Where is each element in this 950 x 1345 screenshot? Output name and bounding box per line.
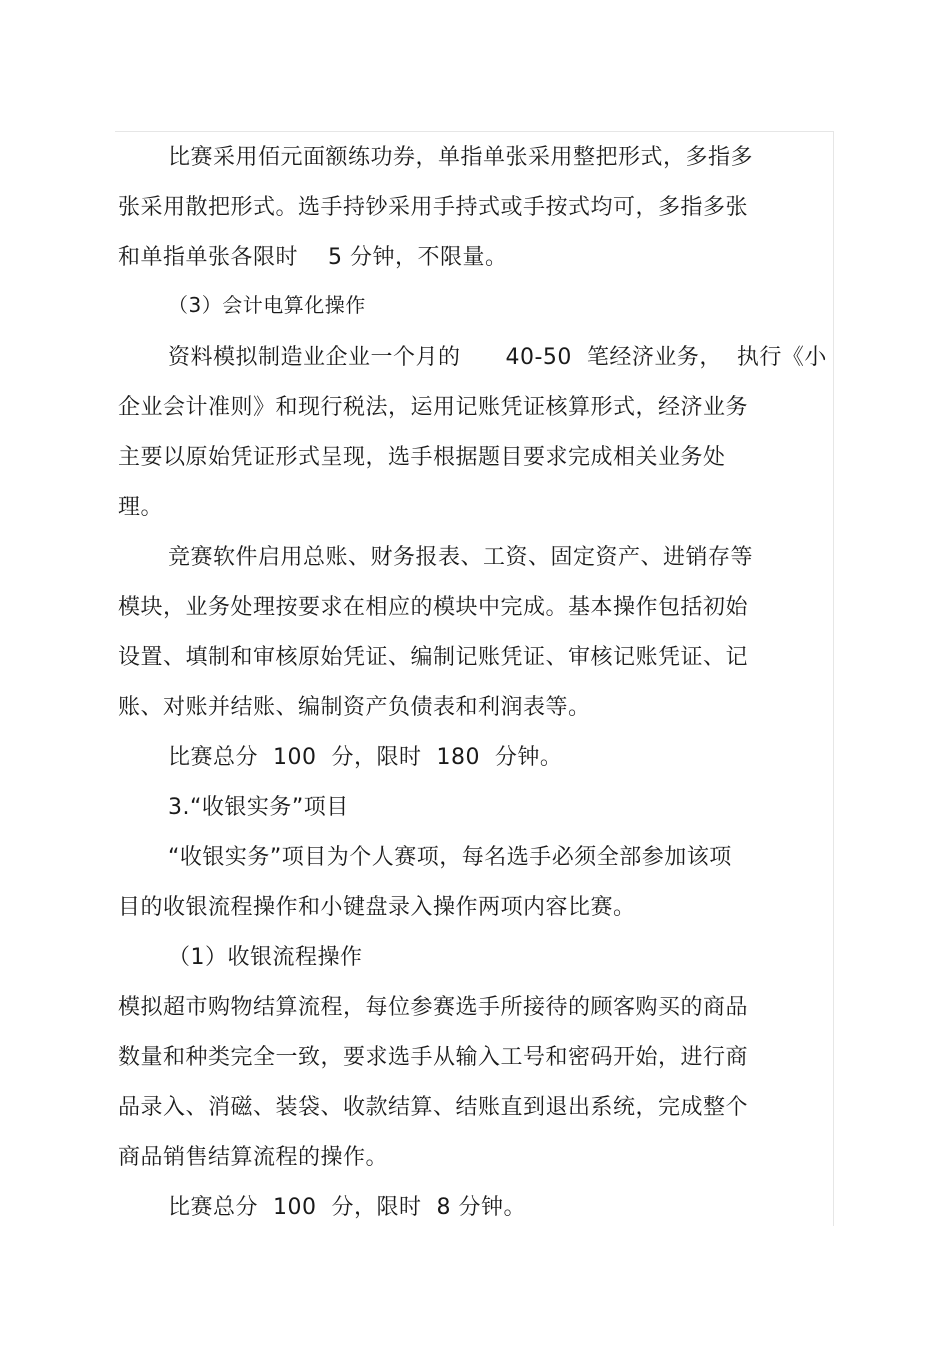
text-line: 比赛采用佰元面额练功券，单指单张采用整把形式，多指多 [168, 145, 754, 170]
text-line: 模拟超市购物结算流程，每位参赛选手所接待的顾客购买的商品 [118, 995, 749, 1020]
text-line: 商品销售结算流程的操作。 [118, 1145, 389, 1170]
text-line: 比赛总分 100 分，限时 8 分钟。 [168, 1195, 526, 1220]
section-heading: （1）收银流程操作 [168, 945, 363, 970]
text-line: 品录入、消磁、装袋、收款结算、结账直到退出系统，完成整个 [118, 1095, 749, 1120]
page-border-top [115, 131, 833, 132]
text-line: “收银实务”项目为个人赛项，每名选手必须全部参加该项 [168, 845, 732, 870]
text-line: 理。 [118, 495, 164, 520]
text-line: 目的收银流程操作和小键盘录入操作两项内容比赛。 [118, 895, 636, 920]
text-line: 张采用散把形式。选手持钞采用手持式或手按式均可，多指多张 [118, 195, 749, 220]
text-line: 资料模拟制造业企业一个月的 40-50 笔经济业务， 执行《小 [168, 345, 827, 370]
text-line: 和单指单张各限时 5 分钟，不限量。 [118, 245, 508, 270]
text-line: 比赛总分 100 分，限时 180 分钟。 [168, 745, 563, 770]
text-line: 企业会计准则》和现行税法，运用记账凭证核算形式，经济业务 [118, 395, 749, 420]
text-line: 模块，业务处理按要求在相应的模块中完成。基本操作包括初始 [118, 595, 749, 620]
text-line: 数量和种类完全一致，要求选手从输入工号和密码开始，进行商 [118, 1045, 749, 1070]
text-line: 设置、填制和审核原始凭证、编制记账凭证、审核记账凭证、记 [118, 645, 749, 670]
page-border-right [833, 131, 834, 1226]
text-line: 主要以原始凭证形式呈现，选手根据题目要求完成相关业务处 [118, 445, 726, 470]
section-heading: 3.“收银实务”项目 [168, 795, 349, 820]
text-line: 竞赛软件启用总账、财务报表、工资、固定资产、进销存等 [168, 545, 754, 570]
section-heading: （3）会计电算化操作 [168, 293, 366, 317]
text-line: 账、对账并结账、编制资产负债表和利润表等。 [118, 695, 591, 720]
